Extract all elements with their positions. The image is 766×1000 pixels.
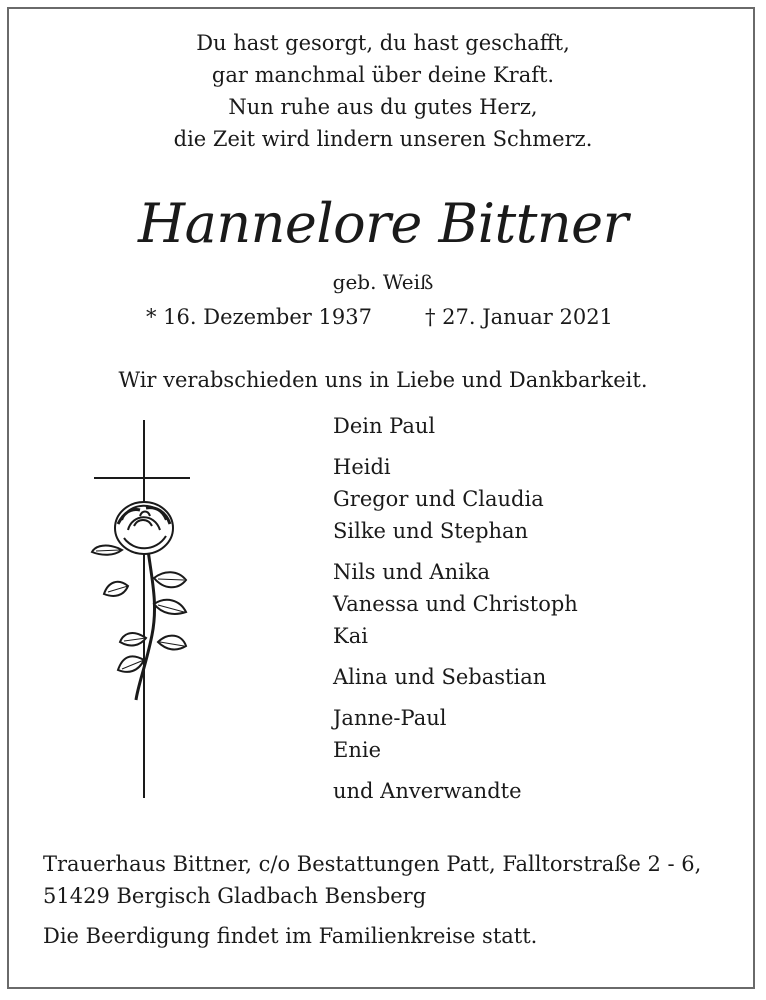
family-member: Kai — [333, 624, 368, 648]
address-line: Trauerhaus Bittner, c/o Bestattungen Patt, Falltorstraße 2 - 6, — [43, 852, 702, 876]
poem — [0, 27, 766, 155]
farewell-text: Wir verabschieden uns in Liebe und Dankbarkeit. — [118, 368, 648, 392]
family-member: Janne-Paul — [333, 706, 447, 730]
address-line: 51429 Bergisch Gladbach Bensberg — [43, 884, 427, 908]
footer — [43, 848, 701, 952]
birth-date: * 16. Dezember 1937 — [146, 305, 372, 329]
family-list — [333, 410, 578, 816]
death-date: † 27. Januar 2021 — [425, 305, 613, 329]
family-member: und Anverwandte — [333, 779, 522, 803]
deceased-name: Hannelore Bittner — [138, 192, 628, 255]
family-group — [333, 775, 578, 807]
family-member: Silke und Stephan — [333, 519, 529, 543]
family-member: Nils und Anika — [333, 560, 491, 584]
family-member: Gregor und Claudia — [333, 487, 544, 511]
family-member: Dein Paul — [333, 414, 436, 438]
family-member: Enie — [333, 738, 381, 762]
family-group — [333, 410, 578, 442]
poem-line: Nun ruhe aus du gutes Herz, — [228, 95, 538, 119]
family-member: Heidi — [333, 455, 391, 479]
family-group — [333, 556, 578, 652]
maiden-name: geb. Weiß — [332, 270, 434, 294]
poem-line: gar manchmal über deine Kraft. — [211, 63, 555, 87]
funeral-note: Die Beerdigung findet im Familienkreise statt. — [43, 924, 538, 948]
family-member: Alina und Sebastian — [333, 665, 547, 689]
cross-with-rose-icon — [88, 420, 198, 805]
poem-line: die Zeit wird lindern unseren Schmerz. — [173, 127, 593, 151]
family-group — [333, 661, 578, 693]
family-group — [333, 451, 578, 547]
poem-line: Du hast gesorgt, du hast geschafft, — [196, 31, 570, 55]
family-member: Vanessa und Christoph — [333, 592, 578, 616]
family-group — [333, 702, 578, 766]
